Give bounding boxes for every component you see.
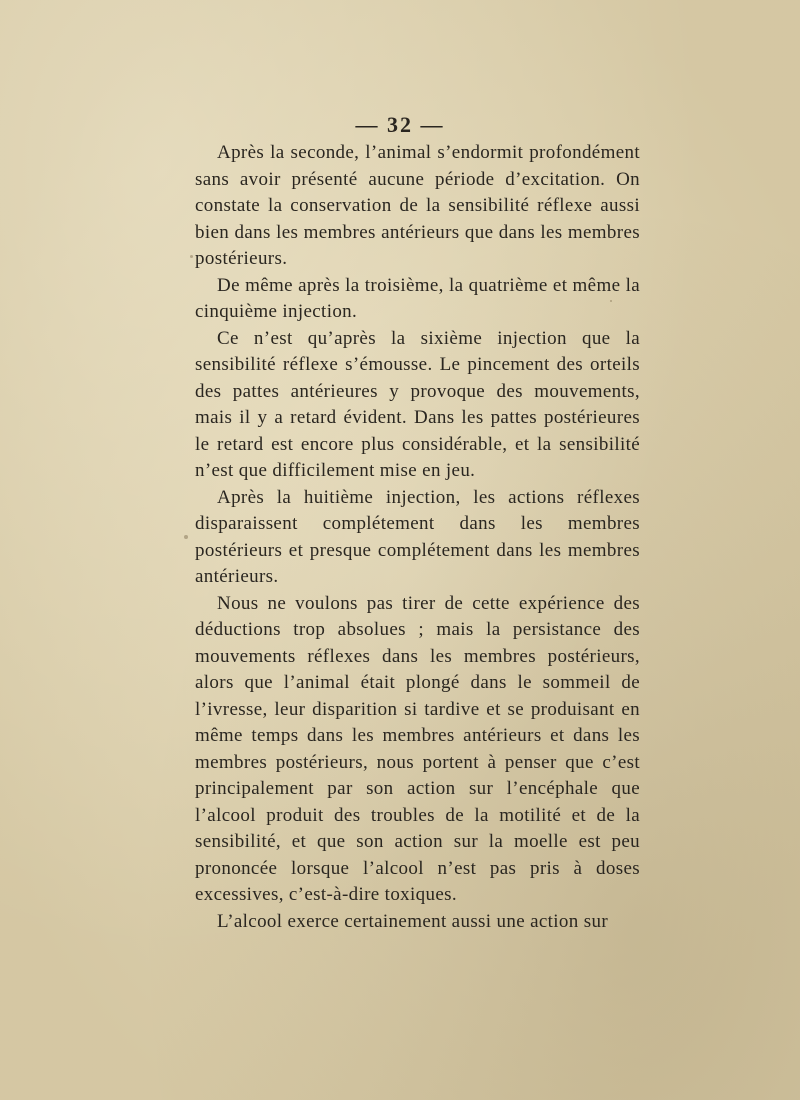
paragraph-3: Ce n’est qu’après la sixième injection que la sensibilité réflexe s’émousse. Le pincement des orteils des pattes antérieures y provoque des mouvements, mais il y a retard évident. Dans les pattes postérieures le retard est encore plus considérable, et la sensibilité n’est que difficilement mise en jeu. [195, 327, 640, 481]
paragraph-2: De même après la troisième, la quatrième et même la cinquième injection. [195, 274, 640, 322]
paragraph-6: L’alcool exerce certainement aussi une action sur [217, 910, 609, 932]
paper-speck [240, 870, 242, 872]
paper-speck [610, 300, 612, 302]
page-number: — 32 — [355, 112, 445, 137]
paragraph-1: Après la seconde, l’animal s’endormit profondément sans avoir présenté aucune période d’excitation. On constate la conservation de la sensibilité réflexe aussi bien dans les membres antérieurs que dans les membres postérieurs. [195, 142, 640, 269]
paper-speck [184, 535, 188, 539]
paragraph-4: Après la huitième injection, les actions réflexes disparaissent complétement dans les membres postérieurs et presque complétement dans les membres antérieurs. [195, 486, 640, 587]
body-text [195, 140, 640, 935]
paragraph-5: Nous ne voulons pas tirer de cette expérience des déductions trop absolues ; mais la persistance des mouvements réflexes dans les membres postérieurs, alors que l’animal était plongé dans le sommeil de l’ivresse, leur disparition si tardive et se produisant en même temps dans les membres antérieurs et dans les membres postérieurs, nous portent à penser que c’est principalement par son action sur l’encéphale que l’alcool produit des troubles de la motilité et de la sensibilité, et que son action sur la moelle est peu prononcée lorsque l’alcool n’est pas pris à doses excessives, c’est-à-dire toxiques. [195, 592, 640, 905]
paper-speck [190, 255, 193, 258]
